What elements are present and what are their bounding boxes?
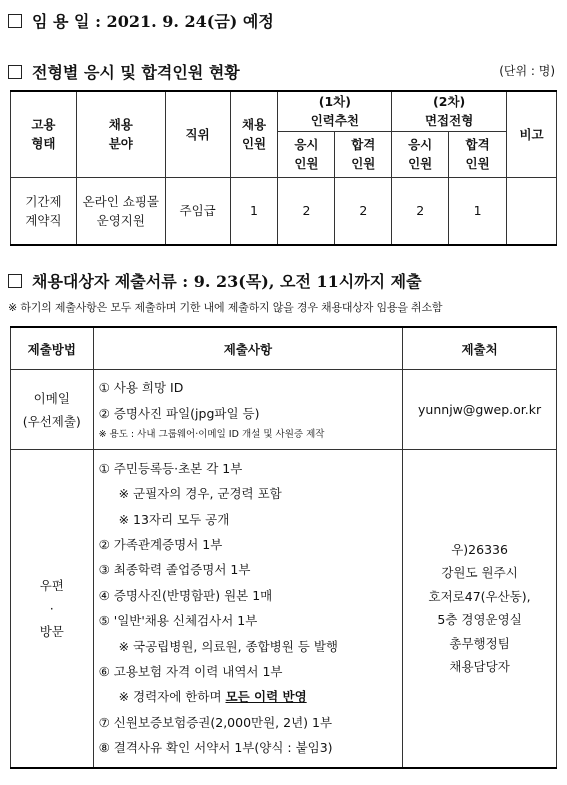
header-round1: (1차) 인력추천 xyxy=(278,91,392,131)
list-item: ② 가족관계증명서 1부 xyxy=(98,537,223,553)
unit-label: (단위 : 명) xyxy=(499,64,555,78)
docs-table xyxy=(10,326,557,769)
emphasis-text: 모든 이력 반영 xyxy=(225,689,307,705)
cell-r1-passed: 2 xyxy=(335,177,392,245)
header-round2: (2차) 면접전형 xyxy=(392,91,507,131)
header-position: 직위 xyxy=(165,91,230,177)
list-item: ② 증명사진 파일(jpg파일 등) xyxy=(98,405,260,421)
header-hires: 채용 인원 xyxy=(230,91,278,177)
cell-r1-applied: 2 xyxy=(278,177,335,245)
list-item: ⑤ '일반'채용 신체검사서 1부 xyxy=(98,613,258,629)
checkbox-icon xyxy=(8,274,22,288)
list-item: ⑧ 결격사유 확인 서약서 1부(양식 : 붙임3) xyxy=(98,740,333,756)
list-item: ⑥ 고용보험 자격 이력 내역서 1부 xyxy=(98,664,283,680)
list-item: ⑦ 신원보증보험증권(2,000만원, 2년) 1부 xyxy=(98,714,333,730)
header-employment-type: 고용 형태 xyxy=(11,91,77,177)
list-item: ① 주민등록등·초본 각 1부 xyxy=(98,460,243,476)
header-r1-passed: 합격 인원 xyxy=(335,131,392,177)
list-subitem: ※ 경력자에 한하며 모든 이력 반영 xyxy=(118,689,307,705)
header-field: 채용 분야 xyxy=(76,91,165,177)
post-destination: 우)26336 강원도 원주시 호저로47(우산동), 5층 경영운영실 총무행정팀 채용담당자 xyxy=(403,450,557,768)
cell-r2-passed: 1 xyxy=(449,177,507,245)
header-items: 제출사항 xyxy=(93,327,403,370)
status-title: 전형별 응시 및 합격인원 현황 xyxy=(32,63,240,82)
cell-remarks xyxy=(507,177,557,245)
list-item: ④ 증명사진(반명함판) 원본 1매 xyxy=(98,587,273,603)
post-method: 우편 · 방문 xyxy=(11,450,94,768)
exam-date-heading xyxy=(8,9,274,32)
docs-note: ※ 하기의 제출사항은 모두 제출하며 기한 내에 제출하지 않을 경우 채용대상자 임용을 취소함 xyxy=(8,301,443,314)
cell-r2-applied: 2 xyxy=(392,177,449,245)
docs-heading xyxy=(8,269,422,292)
header-destination: 제출처 xyxy=(403,327,557,370)
exam-date-text: 임 용 일 : 2021. 9. 24(금) 예정 xyxy=(32,12,274,31)
email-items xyxy=(93,370,403,450)
cell-position: 주임급 xyxy=(165,177,230,245)
list-subitem: ※ 13자리 모두 공개 xyxy=(118,511,230,527)
post-items xyxy=(93,450,403,768)
list-subitem: ※ 군필자의 경우, 군경력 포함 xyxy=(118,486,282,502)
checkbox-icon xyxy=(8,14,22,28)
list-item: ③ 최종학력 졸업증명서 1부 xyxy=(98,562,251,578)
checkbox-icon xyxy=(8,65,22,79)
cell-employment-type: 기간제 계약직 xyxy=(11,177,77,245)
status-heading xyxy=(8,60,240,83)
list-subitem: ※ 국공립병원, 의료원, 종합병원 등 발행 xyxy=(118,638,338,654)
header-method: 제출방법 xyxy=(11,327,94,370)
cell-field: 온라인 쇼핑몰 운영지원 xyxy=(76,177,165,245)
header-r2-passed: 합격 인원 xyxy=(449,131,507,177)
email-address[interactable]: yunnjw@gwep.or.kr xyxy=(403,370,557,450)
usage-note: ※ 용도 : 사내 그룹웨어·이메일 ID 개설 및 사원증 제작 xyxy=(98,428,325,440)
header-remarks: 비고 xyxy=(507,91,557,177)
docs-title: 채용대상자 제출서류 : 9. 23(목), 오전 11시까지 제출 xyxy=(32,272,422,291)
header-r2-applied: 응시 인원 xyxy=(392,131,449,177)
header-r1-applied: 응시 인원 xyxy=(278,131,335,177)
email-method: 이메일 (우선제출) xyxy=(11,370,94,450)
list-item: ① 사용 희망 ID xyxy=(98,380,184,396)
status-table xyxy=(10,90,557,246)
cell-hires: 1 xyxy=(230,177,278,245)
